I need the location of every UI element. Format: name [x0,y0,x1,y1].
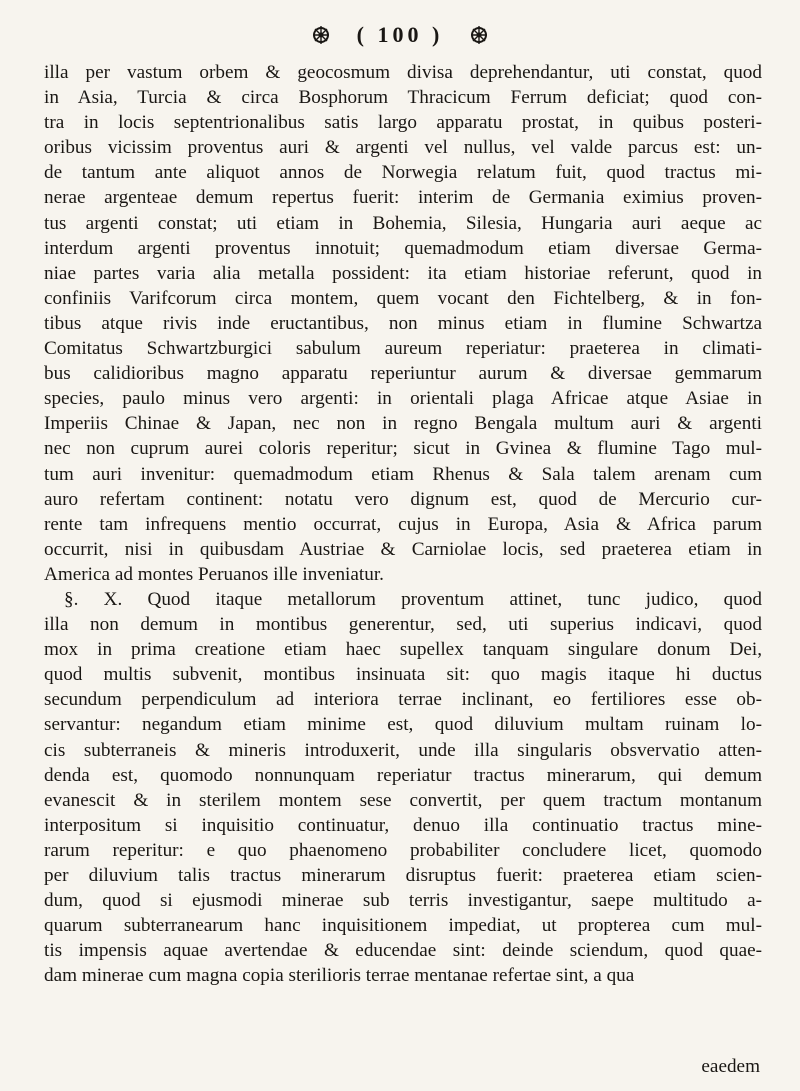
text-line: dum, quod si ejusmodi minerae sub terris investigantur, saepe multitudo a- [44,890,762,912]
text-line: auro refertam continent: notatu vero dignum est, quod de Mercurio cur- [44,488,762,510]
text-line: Comitatus Schwartzburgici sabulum aureum reperiatur: praeterea in climati- [44,338,762,360]
text-line: mox in prima creatione etiam haec supellex tanquam singulare donum Dei, [44,639,762,661]
text-line: Imperiis Chinae & Japan, nec non in regno Bengala multum auri & argenti [44,413,762,435]
text-line: servantur: negandum etiam minime est, quod diluvium multam ruinam lo- [44,714,762,736]
text-line: rente tam infrequens mentio occurrat, cujus in Europa, Asia & Africa parum [44,513,762,535]
text-line: confiniis Varifcorum circa montem, quem vocant den Fichtelberg, & in fon- [44,287,762,309]
text-line: in Asia, Turcia & circa Bosphorum Thracicum Ferrum deficiat; quod con- [44,87,762,109]
text-line: illa non demum in montibus generentur, sed, uti superius indicavi, quod [44,614,762,636]
text-line: tum auri invenitur: quemadmodum etiam Rhenus & Sala talem arenam cum [44,463,762,485]
page-header [0,18,800,52]
text-line: rarum reperitur: e quo phaenomeno probabiliter concludere licet, quomodo [44,839,762,861]
text-line: denda est, quomodo nonnunquam reperiatur tractus minerarum, qui demum [44,764,762,786]
body-text [44,60,762,988]
text-line: tibus atque rivis inde eructantibus, non minus etiam in flumine Schwartza [44,312,762,334]
catchword: eaedem [701,1056,760,1077]
text-line: occurrit, nisi in quibusdam Austriae & Carniolae locis, sed praeterea etiam in [44,538,762,560]
text-line: cis subterraneis & mineris introduxerit, unde illa singularis obsvervatio atten- [44,739,762,761]
text-line: quarum subterranearum hanc inquisitionem impediat, ut propterea cum mul- [44,915,762,937]
text-line: bus calidioribus magno apparatu reperiuntur aurum & diversae gemmarum [44,363,762,385]
left-fleuron-icon [311,24,331,46]
text-line: quod multis subvenit, montibus insinuata sit: quo magis itaque hi ductus [44,664,762,686]
text-line: per diluvium talis tractus minerarum disruptus fuerit: praeterea etiam scien- [44,865,762,886]
text-line: §. X. Quod itaque metallorum proventum attinet, tunc judico, quod [64,588,762,610]
right-fleuron-icon [469,24,489,46]
text-line: secundum perpendiculum ad interiora terrae inclinant, eo fertiliores esse ob- [44,689,762,711]
text-line: illa per vastum orbem & geocosmum divisa deprehendantur, uti constat, quod [44,62,762,83]
text-line: interdum argenti proventus innotuit; quemadmodum etiam diversae Germa- [44,237,762,259]
text-line: dam minerae cum magna copia sterilioris terrae mentanae refertae sint, a qua [44,965,635,987]
text-line: nerae argenteae demum repertus fuerit: interim de Germania eximius proven- [44,187,762,209]
page-number: ( 100 ) [356,22,444,47]
text-line: oribus vicissim proventus auri & argenti vel nullus, vel valde parcus est: un- [44,137,762,159]
text-line: tus argenti constat; uti etiam in Bohemia, Silesia, Hungaria auri aeque ac [44,212,762,234]
text-line: America ad montes Peruanos ille inveniatur. [44,563,384,585]
text-line: nec non cuprum aurei coloris reperitur; sicut in Gvinea & flumine Tago mul- [44,438,762,460]
text-line: tis impensis aquae avertendae & educendae sint: deinde sciendum, quod quae- [44,940,762,962]
text-line: de tantum ante aliquot annos de Norwegia relatum fuit, quod tractus mi- [44,162,762,184]
text-line: evanescit & in sterilem montem sese convertit, per quem tractum montanum [44,789,762,811]
text-line: tra in locis septentrionalibus satis largo apparatu prostat, in quibus posteri- [44,112,762,134]
text-line: interpositum si inquisitio continuatur, denuo illa continuatio tractus mine- [44,814,762,836]
text-line: species, paulo minus vero argenti: in orientali plaga Africae atque Asiae in [44,388,762,410]
text-line: niae partes varia alia metalla possident: ita etiam historiae referunt, quod in [44,262,762,284]
